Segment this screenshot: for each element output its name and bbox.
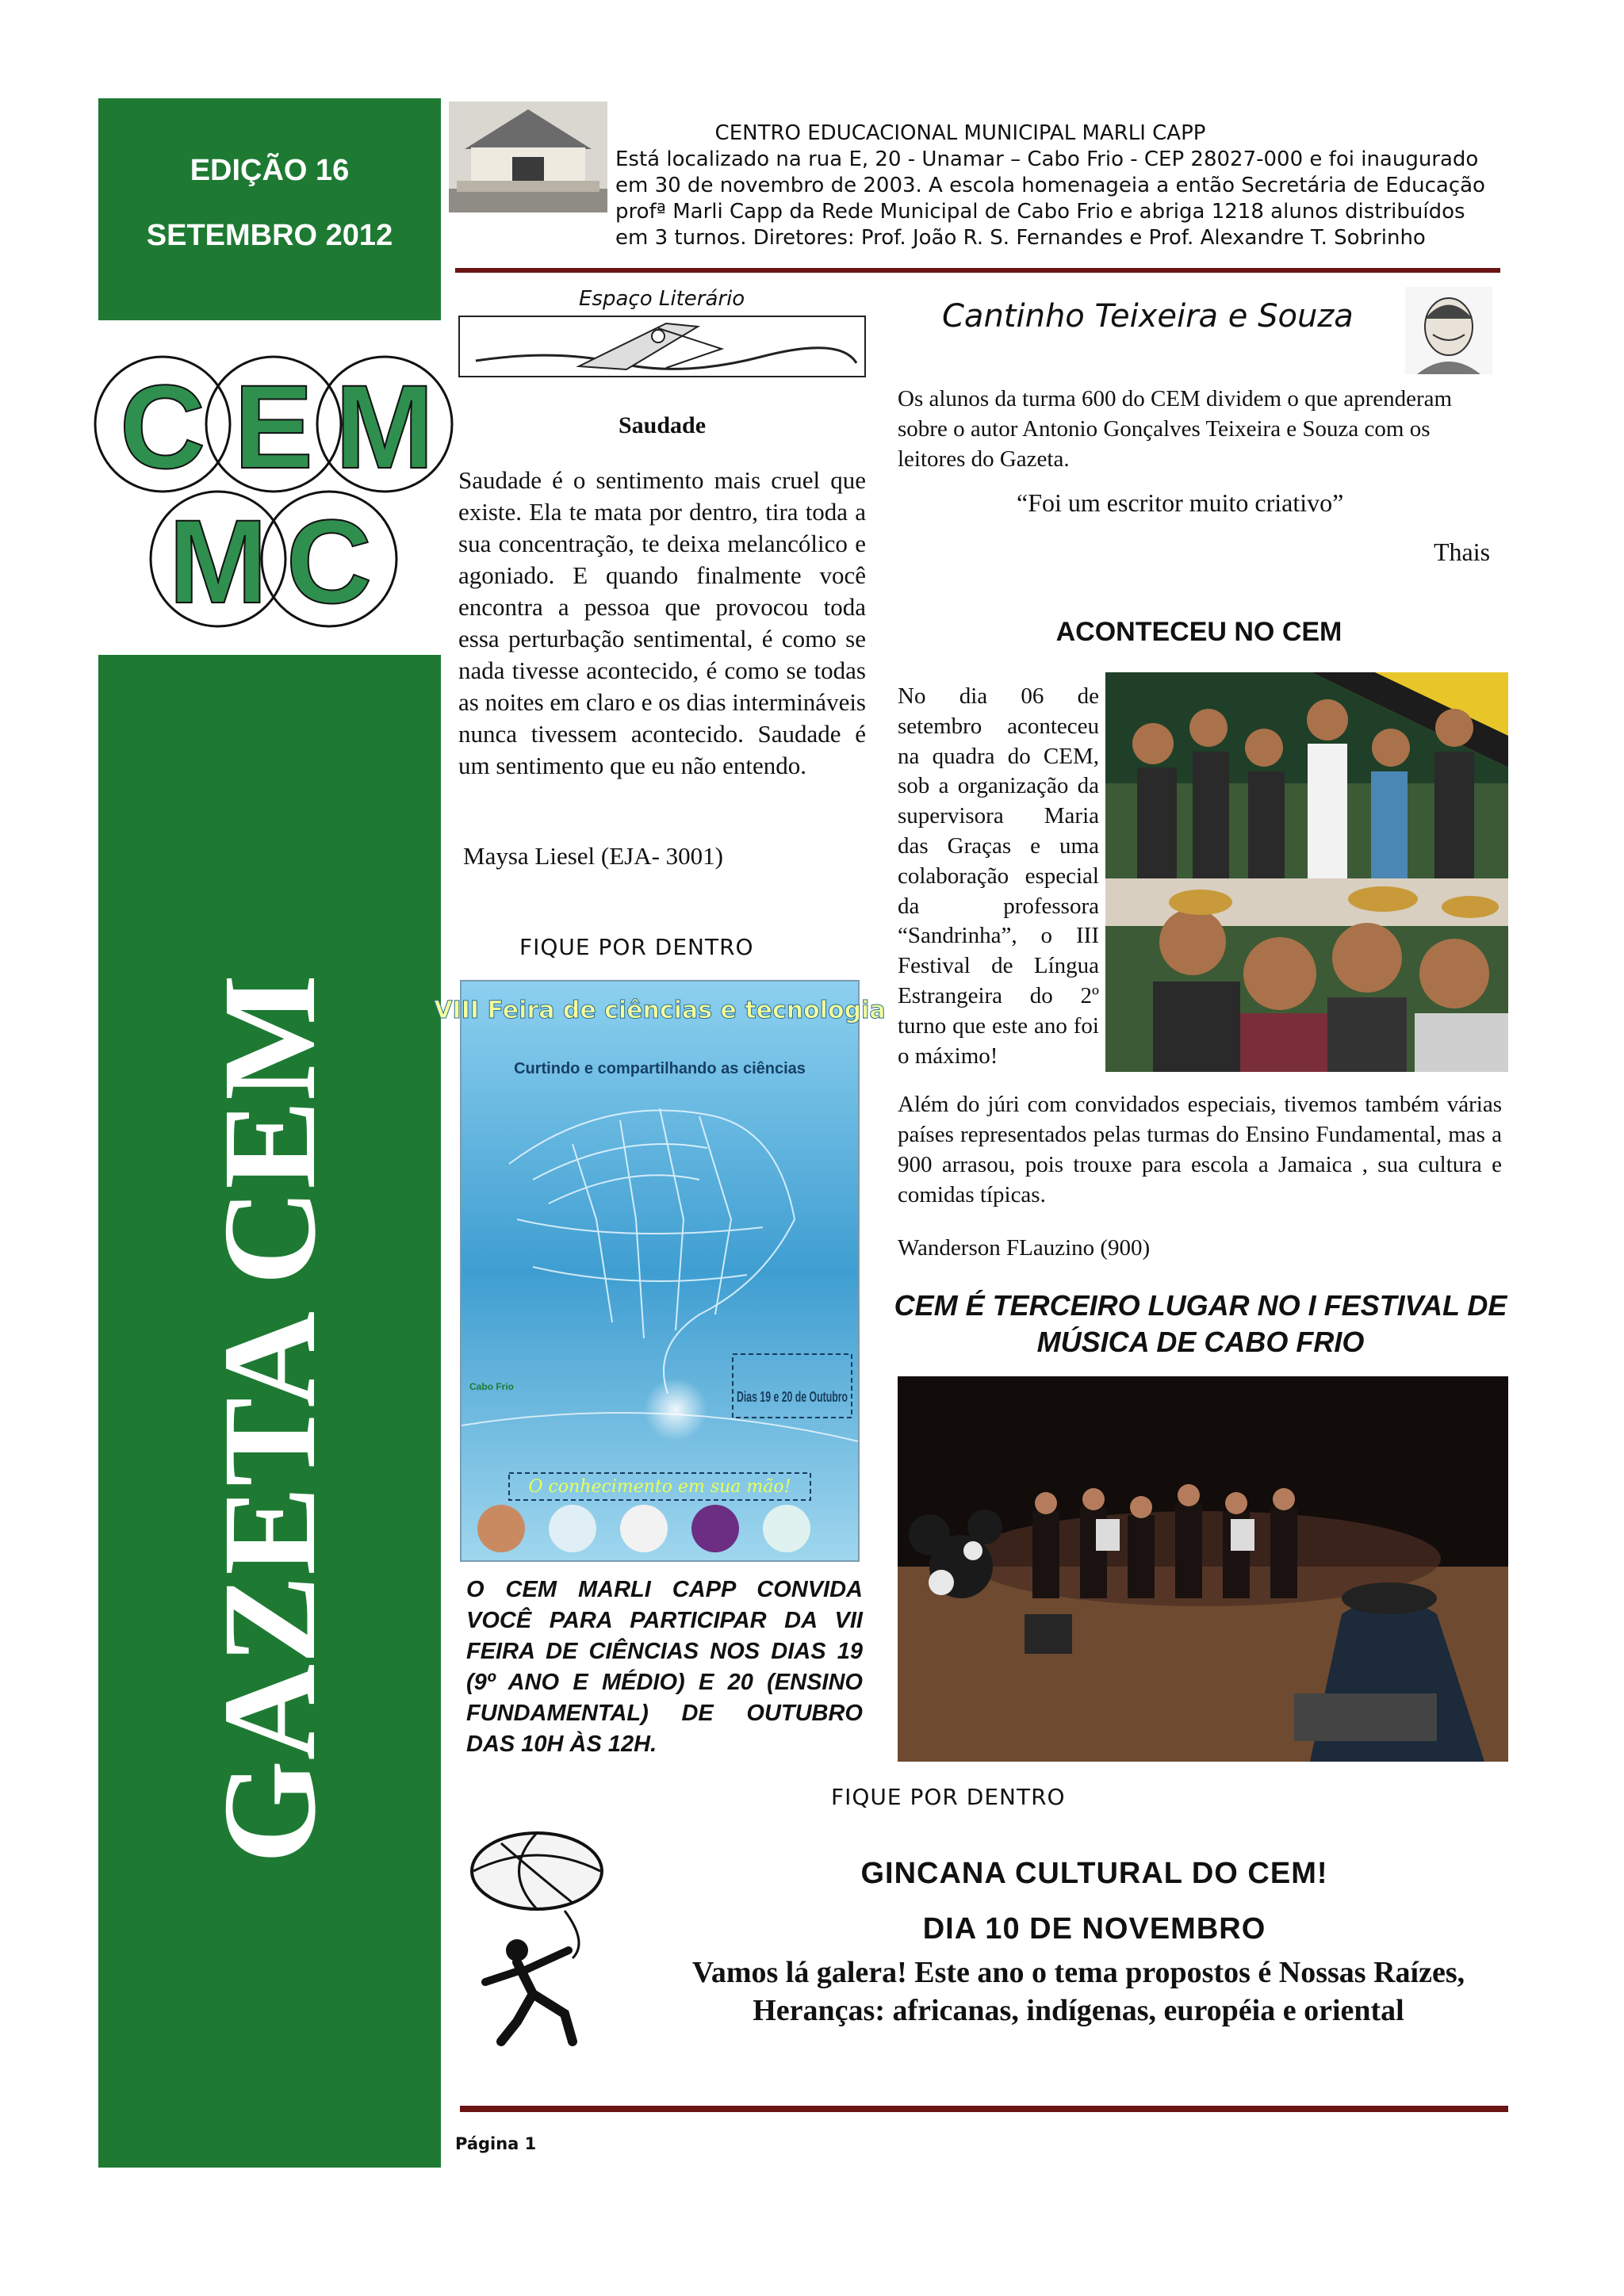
festival-title — [891, 1288, 1510, 1360]
cantinho-quote: “Foi um escritor muito criativo” — [1017, 488, 1344, 517]
festival-title-line: CEM É TERCEIRO LUGAR NO I FESTIVAL DE — [894, 1289, 1507, 1322]
poster-logo-text: Cabo Frio — [469, 1381, 514, 1392]
literario-text: Saudade é o sentimento mais cruel que existe. Ela te mata por dentro, tira toda a sua concentração, te deixa melancólico e agoniado. E quando finalmente você encontra a pessoa que provocou toda essa perturbação sentimental, é como se nada tivesse acontecido, é como se todas as noites em claro e os dias intermináveis nunca tivessem acontecido. Saudade é um sentimento que eu não entendo. — [458, 466, 866, 779]
aconteceu-title: ACONTECEU NO CEM — [1055, 617, 1342, 647]
logo-letter-m2: M — [168, 495, 268, 628]
school-info-line: em 3 turnos. Diretores: Prof. João R. S. Fernandes e Prof. Alexandre T. Sobrinho — [615, 226, 1426, 250]
school-info-line: Está localizado na rua E, 20 - Unamar – Cabo Frio - CEP 28027-000 e foi inaugurado — [615, 147, 1479, 171]
gincana-title-block — [793, 1846, 1396, 1957]
gincana-text — [626, 1954, 1530, 2030]
gincana-title: GINCANA CULTURAL DO CEM! — [860, 1857, 1328, 1890]
gincana-text-line: Heranças: africanas, indígenas, européia e oriental — [753, 1994, 1404, 2027]
logo-letter-c2: C — [285, 495, 373, 628]
cem-logo — [87, 341, 452, 642]
literario-author: Maysa Liesel (EJA- 3001) — [463, 842, 723, 870]
logo-letter-e: E — [233, 360, 314, 493]
page-number: Página 1 — [455, 2134, 537, 2153]
edition-number: EDIÇÃO 16 — [190, 154, 350, 187]
aconteceu-author: Wanderson FLauzino (900) — [898, 1235, 1151, 1261]
edition-box — [98, 98, 441, 320]
gincana-date: DIA 10 DE NOVEMBRO — [922, 1912, 1266, 1946]
poster-subtitle: Curtindo e compartilhando as ciências — [514, 1060, 806, 1077]
school-photo — [449, 101, 607, 212]
cantinho-text: Os alunos da turma 600 do CEM dividem o que aprenderam sobre o autor Antonio Gonçalves Teixeira e Souza com os leitores do Gazeta. — [898, 386, 1453, 472]
header-rule — [455, 268, 1500, 273]
school-name: CENTRO EDUCACIONAL MUNICIPAL MARLI CAPP — [714, 121, 1206, 145]
school-info-line: profª Marli Capp da Rede Municipal de Cabo Frio e abriga 1218 alunos distribuídos — [615, 200, 1465, 224]
literario-banner — [458, 316, 866, 377]
author-portrait — [1405, 287, 1492, 374]
gincana-text-line: Vamos lá galera! Este ano o tema propostos é Nossas Raízes, — [691, 1956, 1465, 1989]
aconteceu-text-wide: Além do júri com convidados especiais, tivemos também várias países representados pelas turmas do Ensino Fundamental, mas a 900 arrasou, pois trouxe para escola a Jamaica , sua cultura e comidas típicas. — [898, 1092, 1502, 1207]
poster-slogan: O conhecimento em sua mão! — [528, 1477, 791, 1497]
poster-title: VIII Feira de ciências e tecnologia — [434, 997, 886, 1024]
cantinho-quote-author: Thais — [1434, 538, 1491, 566]
school-info — [615, 121, 1519, 251]
concert-photo — [898, 1376, 1508, 1762]
festival-title-line: MÚSICA DE CABO FRIO — [1036, 1326, 1365, 1358]
fique-label: FIQUE POR DENTRO — [831, 1784, 1066, 1810]
science-fair-poster — [434, 980, 886, 1562]
edition-date: SETEMBRO 2012 — [146, 219, 393, 252]
literario-label: Espaço Literário — [579, 287, 745, 311]
logo-letter-m1: M — [335, 360, 435, 493]
science-fair-invite: O CEM MARLI CAPP CONVIDA VOCÊ PARA PARTICIPAR DA VII FEIRA DE CIÊNCIAS NOS DIAS 19 (9º ANO E MÉDIO) E 20 (ENSINO FUNDAMENTAL) DE OUTUBRO DAS 10H ÀS 12H. — [466, 1577, 863, 1757]
masthead-title: GAZETA CEM — [196, 974, 343, 1864]
literario-title: Saudade — [618, 412, 707, 438]
poster-dates: Dias 19 e 20 de Outubro — [737, 1389, 848, 1405]
footer-rule — [460, 2106, 1508, 2112]
logo-letter-c1: C — [119, 360, 206, 493]
group-photo — [1105, 672, 1508, 1072]
school-info-line: em 30 de novembro de 2003. A escola homenageia a então Secretária de Educação — [615, 174, 1485, 197]
fique-label: FIQUE POR DENTRO — [519, 934, 754, 960]
cantinho-title: Cantinho Teixeira e Souza — [942, 298, 1354, 335]
runner-globe-icon — [454, 1823, 620, 2047]
aconteceu-text-narrow: No dia 06 de setembro aconteceu na quadra do CEM, sob a organização da supervisora Maria das Graças e uma colaboração especial da professora “Sandrinha”, o III Festival de Língua Estrangeira do 2º turno que este ano foi o máximo! — [898, 683, 1099, 1069]
